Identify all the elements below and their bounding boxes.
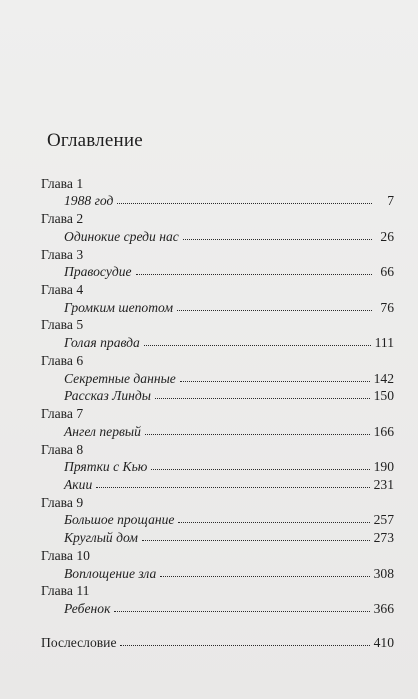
table-of-contents: [41, 174, 394, 651]
entry-title: Прятки с Кью: [64, 459, 148, 475]
entry-page-number: 231: [373, 476, 394, 492]
leader-dots: [120, 645, 369, 646]
entry-page-number: 273: [373, 530, 394, 546]
entry-title: Большое прощание: [64, 512, 175, 528]
toc-entry: [41, 599, 394, 617]
entry-page-number: 111: [374, 335, 394, 351]
toc-chapter: [41, 546, 394, 564]
entry-page-number: 26: [380, 228, 394, 244]
chapter-label: Глава 10: [41, 547, 90, 563]
toc-entry: [41, 387, 394, 405]
leader-dots: [145, 434, 370, 435]
entry-page-number: 257: [373, 512, 394, 528]
entry-title: Голая правда: [64, 335, 140, 351]
toc-entry: [41, 192, 394, 210]
toc-chapter: [41, 493, 394, 511]
leader-dots: [178, 522, 369, 523]
toc-entry: [41, 422, 394, 440]
toc-entry: [41, 458, 394, 476]
chapter-label: Глава 9: [41, 494, 84, 510]
entry-page-number: 76: [380, 299, 394, 315]
leader-dots: [142, 540, 370, 541]
entry-title: Ребенок: [64, 600, 111, 616]
toc-entry: [41, 298, 394, 316]
entry-page-number: 166: [373, 423, 394, 439]
page-title: Оглавление: [47, 130, 143, 151]
entry-title: Рассказ Линды: [64, 388, 151, 404]
leader-dots: [144, 345, 371, 346]
entry-title: Воплощение зла: [64, 565, 157, 581]
toc-entry: [41, 475, 394, 493]
entry-page-number: 66: [380, 264, 394, 280]
leader-dots: [177, 310, 372, 311]
toc-entry: [41, 263, 394, 281]
toc-entry: [41, 333, 394, 351]
toc-chapter: [41, 351, 394, 369]
chapter-label: Глава 1: [41, 175, 84, 191]
toc-entry: [41, 369, 394, 387]
leader-dots: [160, 576, 369, 577]
toc-chapter: [41, 174, 394, 192]
toc-entry: [41, 564, 394, 582]
leader-dots: [183, 239, 372, 240]
entry-page-number: 142: [373, 370, 394, 386]
chapter-label: Глава 5: [41, 317, 84, 333]
entry-page-number: 150: [373, 388, 394, 404]
toc-chapter: [41, 245, 394, 263]
leader-dots: [151, 469, 369, 470]
entry-title: Акии: [64, 476, 93, 492]
entry-title: Секретные данные: [64, 370, 176, 386]
chapter-label: Глава 7: [41, 406, 84, 422]
entry-page-number: 190: [373, 459, 394, 475]
toc-chapter: [41, 582, 394, 600]
leader-dots: [96, 487, 369, 488]
toc-chapter: [41, 280, 394, 298]
leader-dots: [117, 203, 372, 204]
afterword-page-number: 410: [373, 634, 394, 650]
entry-page-number: 366: [373, 600, 394, 616]
chapter-label: Глава 2: [41, 211, 84, 227]
toc-chapter: [41, 404, 394, 422]
chapter-label: Глава 4: [41, 282, 84, 298]
toc-afterword: [41, 633, 394, 651]
entry-title: Одинокие среди нас: [64, 228, 179, 244]
entry-page-number: 7: [387, 193, 394, 209]
entry-title: Ангел первый: [64, 423, 141, 439]
toc-chapter: [41, 316, 394, 334]
toc-chapter: [41, 440, 394, 458]
chapter-label: Глава 6: [41, 352, 84, 368]
toc-entry: [41, 511, 394, 529]
toc-entry: [41, 528, 394, 546]
toc-chapter: [41, 209, 394, 227]
entry-page-number: 308: [373, 565, 394, 581]
leader-dots: [155, 398, 370, 399]
entry-title: Правосудие: [64, 264, 132, 280]
leader-dots: [114, 611, 369, 612]
entry-title: Громким шепотом: [64, 299, 173, 315]
leader-dots: [180, 381, 370, 382]
chapter-label: Глава 3: [41, 246, 84, 262]
entry-title: Круглый дом: [64, 530, 138, 546]
entry-title: 1988 год: [64, 193, 114, 209]
leader-dots: [136, 274, 372, 275]
afterword-title: Послесловие: [41, 634, 117, 650]
chapter-label: Глава 11: [41, 583, 90, 599]
toc-entry: [41, 227, 394, 245]
chapter-label: Глава 8: [41, 441, 84, 457]
